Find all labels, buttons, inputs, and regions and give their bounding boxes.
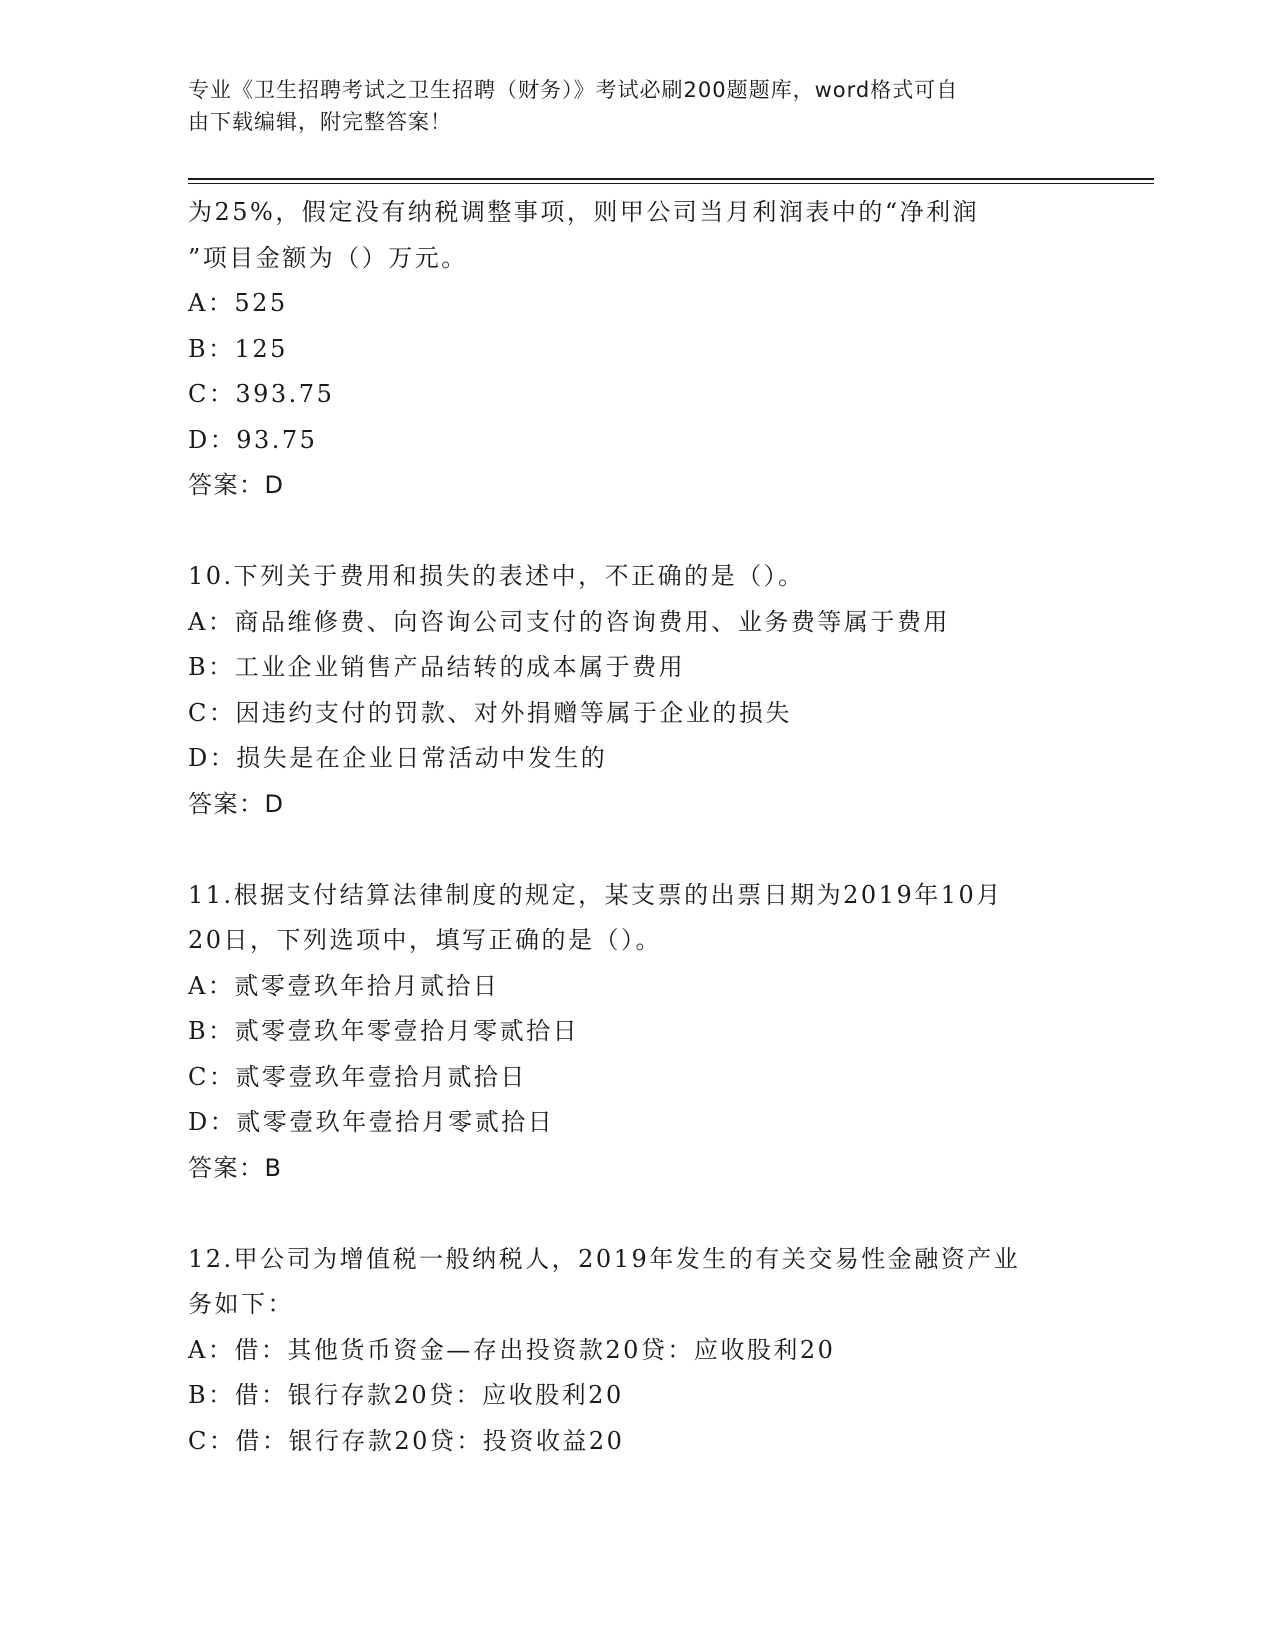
question-list (188, 190, 1088, 1464)
question-stem-line: ”项目金额为（）万元。 (188, 243, 468, 272)
option-b: B：贰零壹玖年零壹拾月零贰拾日 (188, 1017, 580, 1045)
option-d: D：93.75 (188, 425, 318, 454)
question-stem-line: 为25%，假定没有纳税调整事项，则甲公司当月利润表中的“净利润 (188, 198, 980, 226)
header-divider-thick (188, 178, 1154, 180)
option-c: C：贰零壹玖年壹拾月贰拾日 (188, 1062, 527, 1091)
option-b: B：125 (188, 334, 288, 363)
question-stem-line: 11.根据支付结算法律制度的规定，某支票的出票日期为2019年10月 (188, 880, 1003, 909)
question-9 (188, 190, 1088, 509)
answer-line: 答案：D (188, 789, 285, 818)
option-b: B：工业企业销售产品结转的成本属于费用 (188, 653, 686, 681)
answer-line: 答案：D (188, 471, 285, 499)
option-d: D：损失是在企业日常活动中发生的 (188, 744, 608, 772)
question-spacer (188, 1191, 1088, 1237)
header-line-2: 由下载编辑，附完整答案！ (188, 110, 452, 134)
option-d: D：贰零壹玖年壹拾月零贰拾日 (188, 1108, 555, 1136)
answer-line: 答案：B (188, 1153, 283, 1182)
option-c: C：393.75 (188, 380, 335, 408)
question-10 (188, 554, 1088, 827)
question-stem: 10.下列关于费用和损失的表述中，不正确的是（）。 (188, 562, 805, 590)
question-spacer (188, 509, 1088, 555)
header-line-1: 专业《卫生招聘考试之卫生招聘（财务）》考试必刷200题题库，word格式可自 (188, 78, 959, 102)
option-a: A：商品维修费、向咨询公司支付的咨询费用、业务费等属于费用 (188, 607, 950, 636)
question-stem-line: 20日，下列选项中，填写正确的是（）。 (188, 926, 663, 954)
question-spacer (188, 827, 1088, 873)
option-c: C：借：银行存款20贷：投资收益20 (188, 1426, 625, 1455)
option-a: A：借：其他货币资金—存出投资款20贷：应收股利20 (188, 1335, 836, 1364)
option-c: C：因违约支付的罚款、对外捐赠等属于企业的损失 (188, 698, 792, 727)
question-stem-line: 务如下： (188, 1290, 294, 1318)
question-11 (188, 873, 1088, 1192)
document-header (188, 74, 1068, 138)
option-b: B：借：银行存款20贷：应收股利20 (188, 1381, 624, 1409)
question-stem-line: 12.甲公司为增值税一般纳税人，2019年发生的有关交易性金融资产业 (188, 1244, 1021, 1273)
header-divider-thin (188, 183, 1154, 184)
question-12 (188, 1237, 1088, 1465)
option-a: A：贰零壹玖年拾月贰拾日 (188, 971, 500, 1000)
option-a: A：525 (188, 289, 288, 317)
